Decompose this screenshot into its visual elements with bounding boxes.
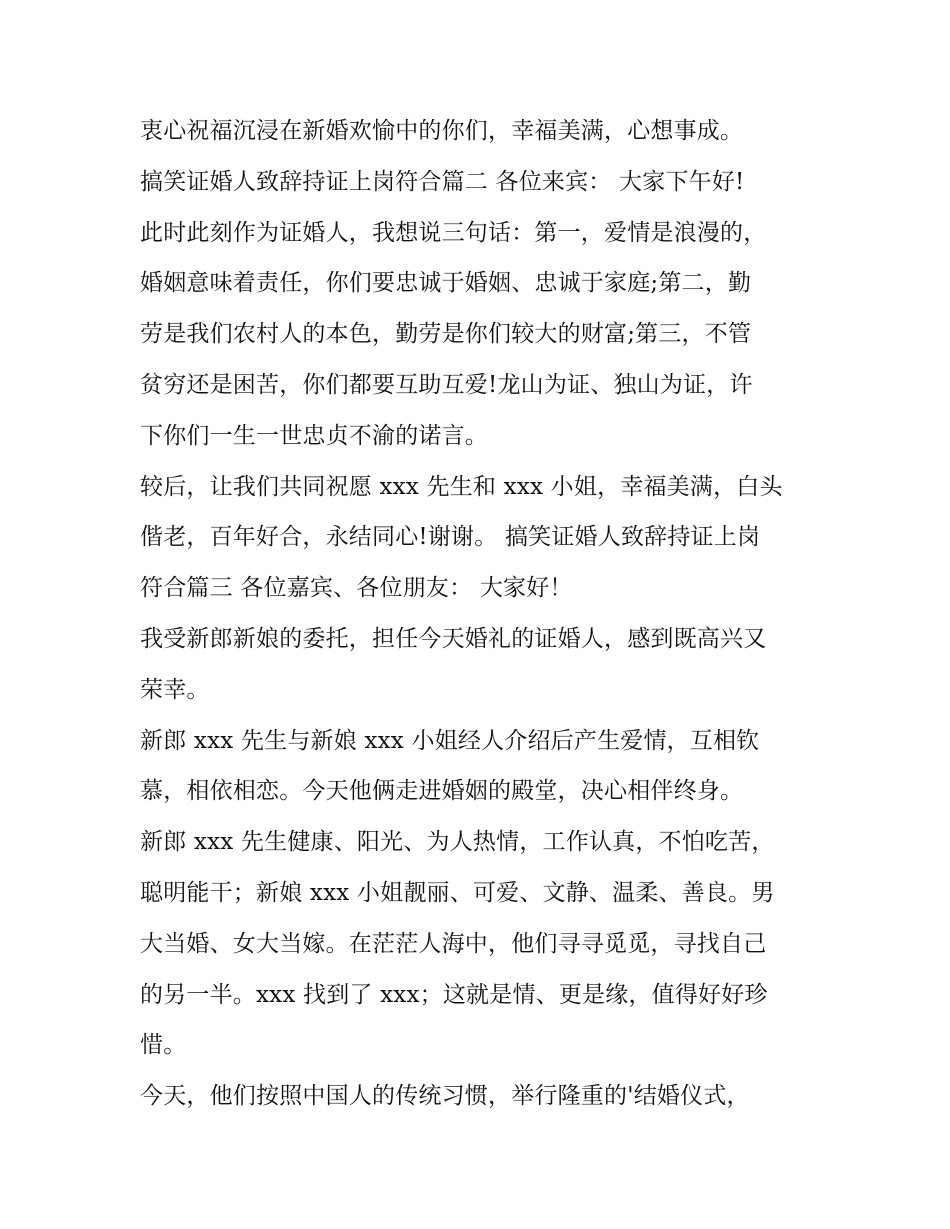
text-line: 的另一半。xxx 找到了 xxx；这就是情、更是缘，值得好好珍 xyxy=(140,981,768,1008)
text-line: 此时此刻作为证婚人，我想说三句话：第一，爱情是浪漫的， xyxy=(140,219,767,246)
text-line: 大当婚、女大当嫁。在茫茫人海中，他们寻寻觅觅，寻找自己 xyxy=(140,930,767,957)
text-line: 符合篇三 各位嘉宾、各位朋友： 大家好！ xyxy=(140,575,573,602)
text-line: 新郎 xxx 先生与新娘 xxx 小姐经人介绍后产生爱情，互相钦 xyxy=(140,727,760,754)
document-body xyxy=(140,106,820,1122)
text-line: 劳是我们农村人的本色，勤劳是你们较大的财富;第三，不管 xyxy=(140,321,752,348)
text-line: 偕老，百年好合，永结同心!谢谢。 搞笑证婚人致辞持证上岗 xyxy=(140,524,761,551)
text-line: 贫穷还是困苦，你们都要互助互爱!龙山为证、独山为证，许 xyxy=(140,371,753,398)
text-line: 下你们一生一世忠贞不渝的诺言。 xyxy=(140,422,488,449)
text-line: 聪明能干；新娘 xxx 小姐靓丽、可爱、文静、温柔、善良。男 xyxy=(140,879,775,906)
text-line: 较后，让我们共同祝愿 xxx 先生和 xxx 小姐，幸福美满，白头 xyxy=(140,473,783,500)
text-line: 荣幸。 xyxy=(140,676,210,703)
text-line: 惜。 xyxy=(140,1032,187,1059)
text-line: 我受新郎新娘的委托，担任今天婚礼的证婚人，感到既高兴又 xyxy=(140,625,767,652)
text-line: 搞笑证婚人致辞持证上岗符合篇二 各位来宾： 大家下午好! xyxy=(140,168,745,195)
text-line: 衷心祝福沉浸在新婚欢愉中的你们，幸福美满，心想事成。 xyxy=(140,118,744,144)
text-line: 婚姻意味着责任，你们要忠诚于婚姻、忠诚于家庭;第二，勤 xyxy=(140,270,752,297)
text-line: 新郎 xxx 先生健康、阳光、为人热情，工作认真，不怕吃苦， xyxy=(140,829,775,856)
text-line: 今天，他们按照中国人的传统习惯，举行隆重的'结婚仪式， xyxy=(140,1083,750,1110)
text-line: 慕，相依相恋。今天他俩走进婚姻的殿堂，决心相伴终身。 xyxy=(140,778,744,805)
